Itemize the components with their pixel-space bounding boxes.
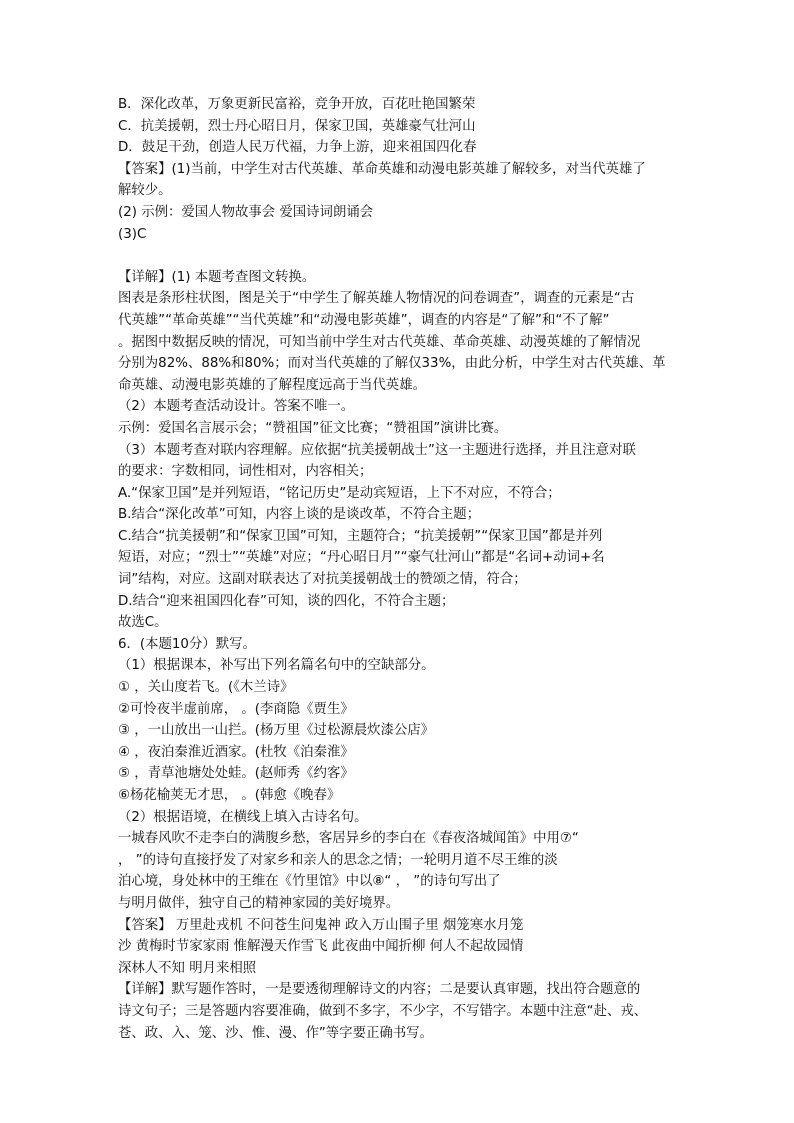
text-line: (3)C [118,226,147,242]
text-line: 代英雄”“革命英雄”“当代英雄”和“动漫电影英雄”，调查的内容是“了解”和“不了解” [118,312,610,328]
text-line: ④ ，夜泊秦淮近酒家。(杜牧《泊秦淮》 [118,744,354,760]
text-line: （3）本题考查对联内容理解。应依据“抗美援朝战士”这一主题进行选择，并且注意对联 [118,442,636,458]
text-line: C.结合“抗美援朝”和“保家卫国”可知，主题符合；“抗美援朝”“保家卫国”都是并列 [118,528,603,544]
text-line: D．鼓足干劲，创造人民万代福，力争上游，迎来祖国四化春 [118,140,477,156]
text-line: 泊心境，身处林中的王维在《竹里馆》中以⑧“ ， ”的诗句写出了 [118,874,501,890]
text-line: 【答案】(1)当前，中学生对古代英雄、革命英雄和动漫电影英雄了解较多，对当代英雄了 [118,161,646,177]
text-line: ②可怜夜半虚前席， 。(李商隐《贾生》 [118,701,354,717]
text-line: 【详解】(1) 本题考查图文转换。 [118,269,316,285]
text-line: 故选C。 [118,615,168,631]
text-line: 命英雄、动漫电影英雄的了解程度远高于当代英雄。 [118,377,426,393]
text-line: B．深化改革，万象更新民富裕，竞争开放，百花吐艳国繁荣 [118,97,476,112]
text-line: 诗文句子；三是答题内容要准确，做到不多字，不少字，不写错字。本题中注意“赴、戎、 [118,1003,648,1019]
text-line: 深林人不知 明月来相照 [118,960,257,976]
text-line: 示例：爱国名言展示会；“赞祖国”征文比赛；“赞祖国”演讲比赛。 [118,420,508,436]
text-line: ⑥杨花榆荚无才思， 。(韩愈《晚春》 [118,788,341,803]
text-line: 沙 黄梅时节家家雨 惟解漫天作雪飞 此夜曲中闻折柳 何人不起故园情 [118,939,524,955]
text-line: C．抗美援朝，烈士丹心昭日月，保家卫国，英雄豪气壮河山 [118,118,476,134]
text-line: (2) 示例：爱国人物故事会 爱国诗词朗诵会 [118,204,374,220]
text-line: （2）本题考查活动设计。答案不唯一。 [118,399,355,415]
document-body [118,94,678,1044]
text-line [118,245,678,267]
text-line: D.结合“迎来祖国四化春”可知，谈的四化，不符合主题； [118,593,455,609]
text-line: 图表是条形柱状图，图是关于“中学生了解英雄人物情况的问卷调查”，调查的元素是“古 [118,291,635,307]
text-line: 分别为82%、88%和80%；而对当代英雄的了解仅33%，由此分析，中学生对古代英雄、革 [118,356,666,372]
text-line: B.结合“深化改革”可知，内容上谈的是谈改革，不符合主题； [118,507,481,523]
text-line: 。据图中数据反映的情况，可知当前中学生对古代英雄、革命英雄、动漫英雄的了解情况 [118,334,641,350]
text-line: 【答案】 万里赴戎机 不问苍生问鬼神 政入万山围子里 烟笼寒水月笼 [118,917,524,933]
text-line: 与明月做伴，独守自己的精神家园的美好境界。 [118,895,400,911]
text-line: ① ，关山度若飞。(《木兰诗》 [118,680,294,696]
text-line: 苍、政、入、笼、沙、惟、漫、作”等字要正确书写。 [118,1025,433,1041]
text-line: 6．(本题10分）默写。 [118,636,256,652]
text-line: （1）根据课本，补写出下列名篇名句中的空缺部分。 [118,658,435,674]
text-line: ⑤ ，青草池塘处处蛙。(赵师秀《约客》 [118,766,354,782]
text-line: 词”结构，对应。这副对联表达了对抗美援朝战士的赞颂之情，符合； [118,572,527,588]
text-line: 的要求：字数相同，词性相对，内容相关； [118,464,373,480]
text-line: 【详解】默写题作答时，一是要透彻理解诗文的内容；二是要认真审题，找出符合题意的 [118,982,641,998]
text-line: 短语，对应；“烈士”“英雄”对应；“丹心昭日月”“豪气壮河山”都是“名词+动词+名 [118,550,605,566]
text-line: ， ”的诗句直接抒发了对家乡和亲人的思念之情；一轮明月道不尽王维的淡 [118,852,558,868]
text-line: 解较少。 [118,183,172,199]
text-line: ③ ，一山放出一山拦。(杨万里《过松源晨炊漆公店》 [118,723,435,739]
text-line: 一城春风吹不走李白的满腹乡愁，客居异乡的李白在《春夜洛城闻笛》中用⑦“ [118,831,579,847]
text-line: （2）根据语境，在横线上填入古诗名句。 [118,809,368,825]
text-line: A.“保家卫国”是并列短语，“铭记历史”是动宾短语，上下不对应，不符合； [118,485,561,501]
